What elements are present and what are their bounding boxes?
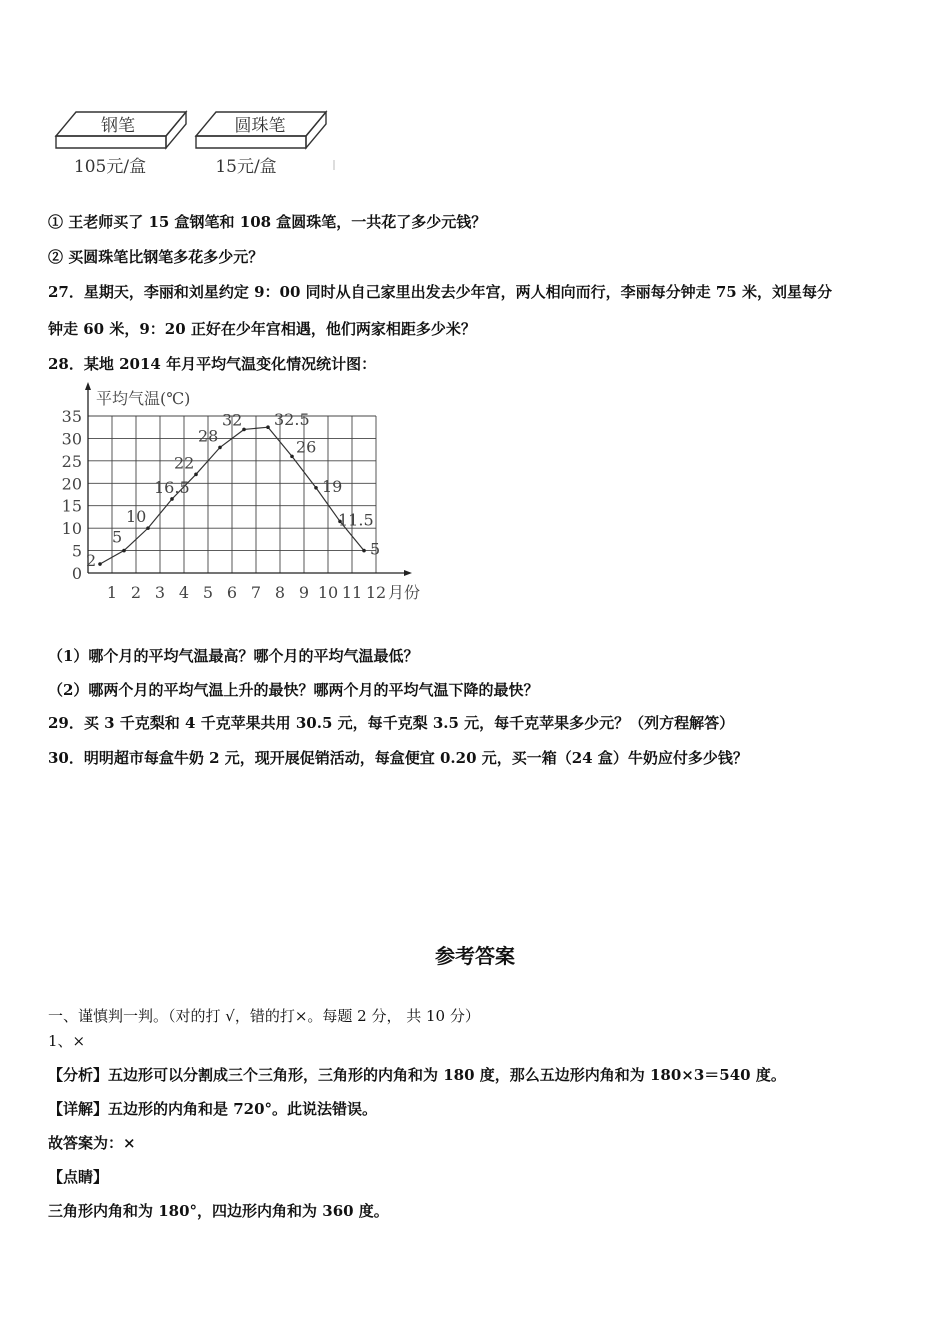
x-tick-label: 2 (130, 583, 142, 602)
data-label: 11.5 (338, 510, 374, 530)
x-tick-label: 7 (250, 583, 262, 602)
x-tick-label: 4 (178, 583, 190, 602)
x-tick-label: 12 (365, 583, 387, 602)
y-tick-label: 30 (61, 429, 82, 449)
data-label: 32 (222, 410, 243, 430)
y-tick-label: 0 (71, 564, 82, 583)
data-label: 2 (86, 551, 97, 571)
pen-box-label: 钢笔 (101, 116, 135, 136)
x-tick-label: 8 (274, 583, 286, 602)
answer-1: 1、× (48, 1032, 86, 1050)
x-tick-label: 5 (202, 583, 214, 602)
pen-box-price: 105元/盒 (73, 157, 147, 177)
question-28: 28．某地 2014 年月平均气温变化情况统计图： (48, 355, 377, 373)
data-point (194, 473, 198, 477)
temperature-line-chart (60, 380, 430, 610)
x-tick-label: 3 (154, 583, 166, 602)
data-point (146, 526, 150, 530)
x-tick-label: 10 (317, 583, 339, 602)
question-29: 29．买 3 千克梨和 4 千克苹果共用 30.5 元，每千克梨 3.5 元，每千克苹果多少元？（列方程解答） (48, 714, 735, 732)
chart-title: 平均气温(℃) (96, 389, 191, 408)
answer-1-detail: 【详解】五边形的内角和是 720°。此说法错误。 (48, 1100, 378, 1118)
pen-boxes-illustration (50, 100, 340, 190)
x-tick-label: 6 (226, 583, 238, 602)
y-tick-label: 25 (61, 451, 82, 471)
question-26-2: ② 买圆珠笔比钢笔多花多少元？ (48, 248, 264, 266)
answer-1-analysis: 【分析】五边形可以分割成三个三角形，三角形的内角和为 180 度，那么五边形内角和为 180×3＝540 度。 (48, 1066, 786, 1084)
data-point (266, 425, 270, 429)
question-26-1: ① 王老师买了 15 盒钢笔和 108 盒圆珠笔，一共花了多少元钱？ (48, 213, 487, 231)
x-axis-label: 月份 (388, 583, 421, 602)
data-label: 32.5 (274, 410, 310, 430)
answer-1-conclusion: 故答案为：× (48, 1134, 136, 1152)
y-tick-label: 5 (71, 541, 82, 561)
data-label: 19 (322, 476, 343, 496)
answer-1-tip-label: 【点睛】 (48, 1168, 109, 1186)
question-28-1: （1）哪个月的平均气温最高？哪个月的平均气温最低？ (48, 647, 419, 665)
y-axis-arrow (85, 382, 91, 390)
data-label: 5 (112, 527, 123, 547)
ballpen-box-label: 圆珠笔 (234, 116, 286, 136)
data-point (218, 446, 222, 450)
question-30: 30．明明超市每盒牛奶 2 元，现开展促销活动，每盒便宜 0.20 元，买一箱（24 盒）牛奶应付多少钱？ (48, 749, 748, 767)
data-point (98, 562, 102, 566)
y-tick-label: 20 (61, 474, 82, 494)
data-point (242, 428, 246, 432)
data-label: 22 (174, 453, 195, 473)
question-27-line-2: 钟走 60 米，9：20 正好在少年宫相遇，他们两家相距多少米？ (48, 320, 476, 338)
question-28-2: （2）哪两个月的平均气温上升的最快？哪两个月的平均气温下降的最快？ (48, 681, 539, 699)
y-tick-label: 15 (61, 496, 82, 516)
x-tick-label: 1 (106, 583, 118, 602)
y-tick-label: 35 (61, 407, 82, 426)
data-point (314, 486, 318, 490)
data-point (362, 549, 366, 553)
section-1-heading: 一、谨慎判一判。（对的打 √，错的打×。每题 2 分， 共 10 分） (48, 1007, 480, 1025)
data-label: 26 (296, 437, 317, 457)
ballpen-box-price: 15元/盒 (215, 157, 277, 177)
data-label: 5 (370, 539, 381, 559)
data-point (122, 549, 126, 553)
x-axis-arrow (404, 570, 412, 576)
data-point (170, 497, 174, 501)
answer-title: 参考答案 (435, 944, 515, 968)
data-label: 10 (126, 507, 147, 527)
answer-1-tip: 三角形内角和为 180°，四边形内角和为 360 度。 (48, 1202, 389, 1220)
y-tick-label: 10 (61, 519, 82, 539)
data-point (290, 455, 294, 459)
x-tick-label: 11 (341, 583, 363, 602)
x-tick-label: 9 (298, 583, 310, 602)
question-27-line-1: 27．星期天，李丽和刘星约定 9：00 同时从自己家里出发去少年宫，两人相向而行，李丽每分钟走 75 米，刘星每分 (48, 283, 832, 301)
data-label: 16.5 (154, 477, 190, 497)
data-label: 28 (198, 426, 219, 446)
